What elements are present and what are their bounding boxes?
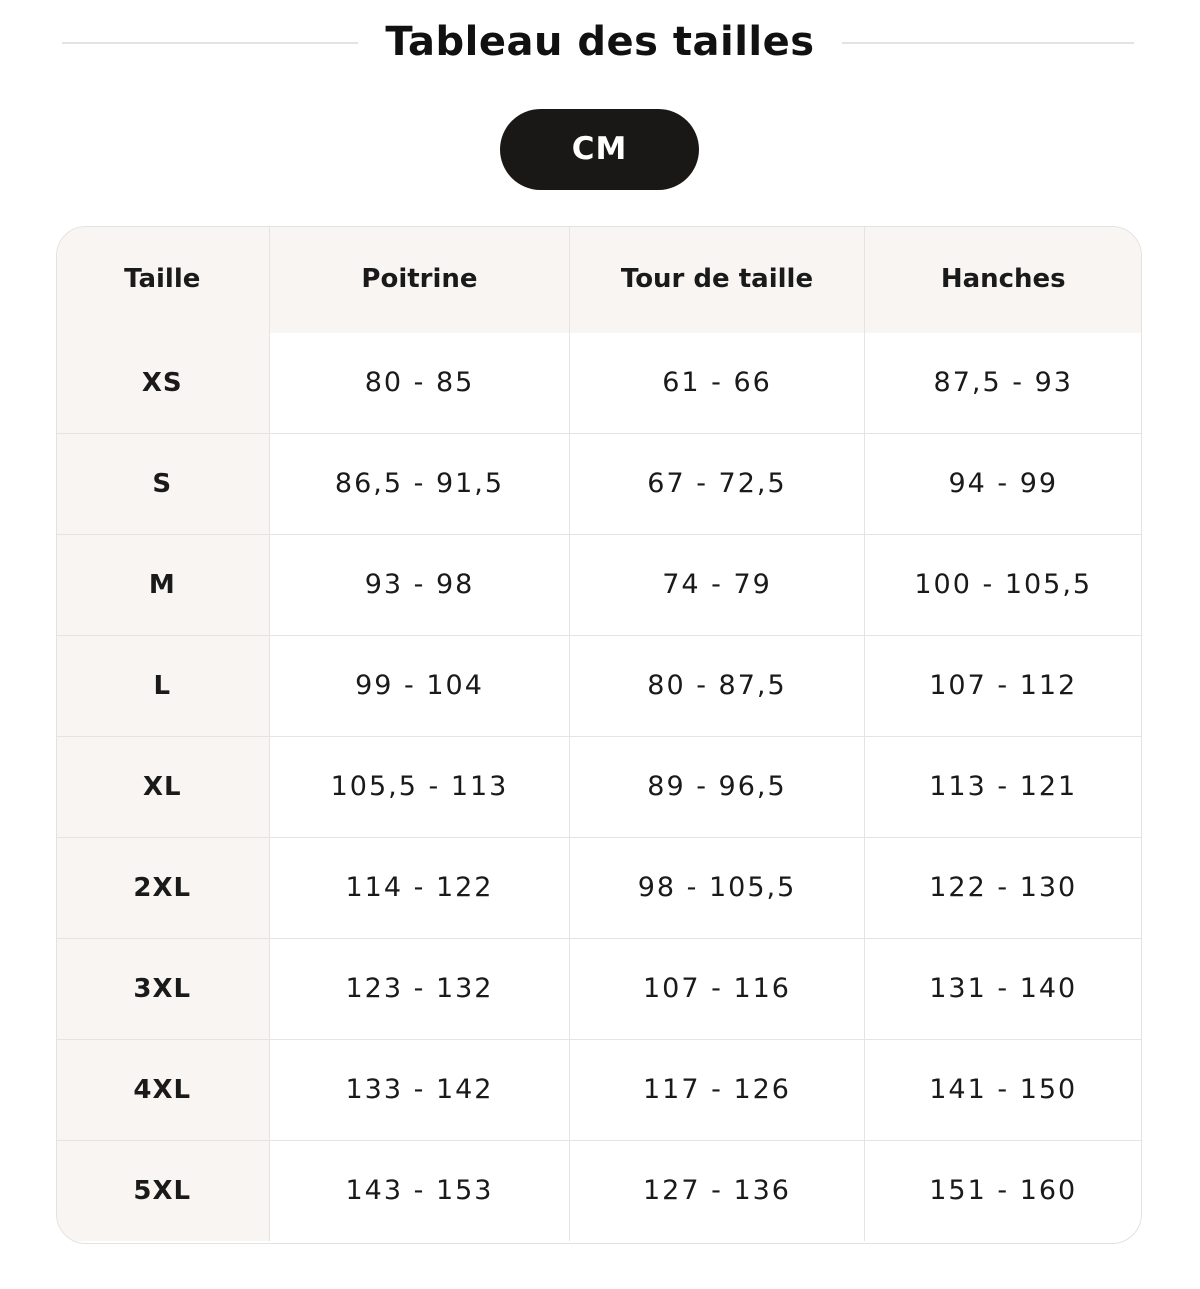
tour-de-taille-cell: 67 - 72,5	[570, 433, 865, 534]
table-header-row	[56, 226, 1142, 333]
poitrine-cell: 99 - 104	[270, 635, 570, 736]
size-cell: 4XL	[56, 1039, 270, 1140]
column-header-poitrine: Poitrine	[270, 226, 570, 333]
size-chart-table-container	[56, 226, 1142, 1244]
hanches-cell: 94 - 99	[865, 433, 1142, 534]
table-row	[56, 837, 1142, 938]
hanches-cell: 141 - 150	[865, 1039, 1142, 1140]
tour-de-taille-cell: 117 - 126	[570, 1039, 865, 1140]
table-row	[56, 635, 1142, 736]
table-row	[56, 333, 1142, 434]
size-cell: XS	[56, 333, 270, 434]
unit-cm-button[interactable]: CM	[500, 109, 699, 190]
tour-de-taille-cell: 89 - 96,5	[570, 736, 865, 837]
table-row	[56, 1039, 1142, 1140]
page-title: Tableau des tailles	[385, 19, 815, 65]
poitrine-cell: 143 - 153	[270, 1140, 570, 1241]
hanches-cell: 122 - 130	[865, 837, 1142, 938]
column-header-taille: Taille	[56, 226, 270, 333]
poitrine-cell: 133 - 142	[270, 1039, 570, 1140]
column-header-tour-de-taille: Tour de taille	[570, 226, 865, 333]
poitrine-cell: 93 - 98	[270, 534, 570, 635]
poitrine-cell: 114 - 122	[270, 837, 570, 938]
table-row	[56, 534, 1142, 635]
title-divider-right	[842, 42, 1134, 44]
size-chart-table	[56, 226, 1142, 1241]
size-cell: 2XL	[56, 837, 270, 938]
size-cell: 3XL	[56, 938, 270, 1039]
table-row	[56, 433, 1142, 534]
hanches-cell: 131 - 140	[865, 938, 1142, 1039]
size-cell: 5XL	[56, 1140, 270, 1241]
tour-de-taille-cell: 80 - 87,5	[570, 635, 865, 736]
hanches-cell: 113 - 121	[865, 736, 1142, 837]
size-cell: S	[56, 433, 270, 534]
hanches-cell: 87,5 - 93	[933, 367, 1073, 398]
table-row	[56, 938, 1142, 1039]
hanches-cell: 107 - 112	[865, 635, 1142, 736]
poitrine-cell: 86,5 - 91,5	[270, 433, 570, 534]
title-row	[0, 0, 1200, 86]
hanches-cell: 151 - 160	[865, 1140, 1142, 1241]
poitrine-cell: 123 - 132	[270, 938, 570, 1039]
size-cell: XL	[56, 736, 270, 837]
table-row	[56, 1140, 1142, 1241]
tour-de-taille-cell: 74 - 79	[570, 534, 865, 635]
column-header-hanches: Hanches	[865, 226, 1142, 333]
size-cell: L	[56, 635, 270, 736]
tour-de-taille-cell: 98 - 105,5	[570, 837, 865, 938]
tour-de-taille-cell: 61 - 66	[570, 333, 865, 434]
poitrine-cell: 105,5 - 113	[270, 736, 570, 837]
table-row	[56, 736, 1142, 837]
tour-de-taille-cell: 127 - 136	[570, 1140, 865, 1241]
hanches-cell: 100 - 105,5	[865, 534, 1142, 635]
poitrine-cell: 80 - 85	[270, 333, 570, 434]
tour-de-taille-cell: 107 - 116	[570, 938, 865, 1039]
size-cell: M	[56, 534, 270, 635]
